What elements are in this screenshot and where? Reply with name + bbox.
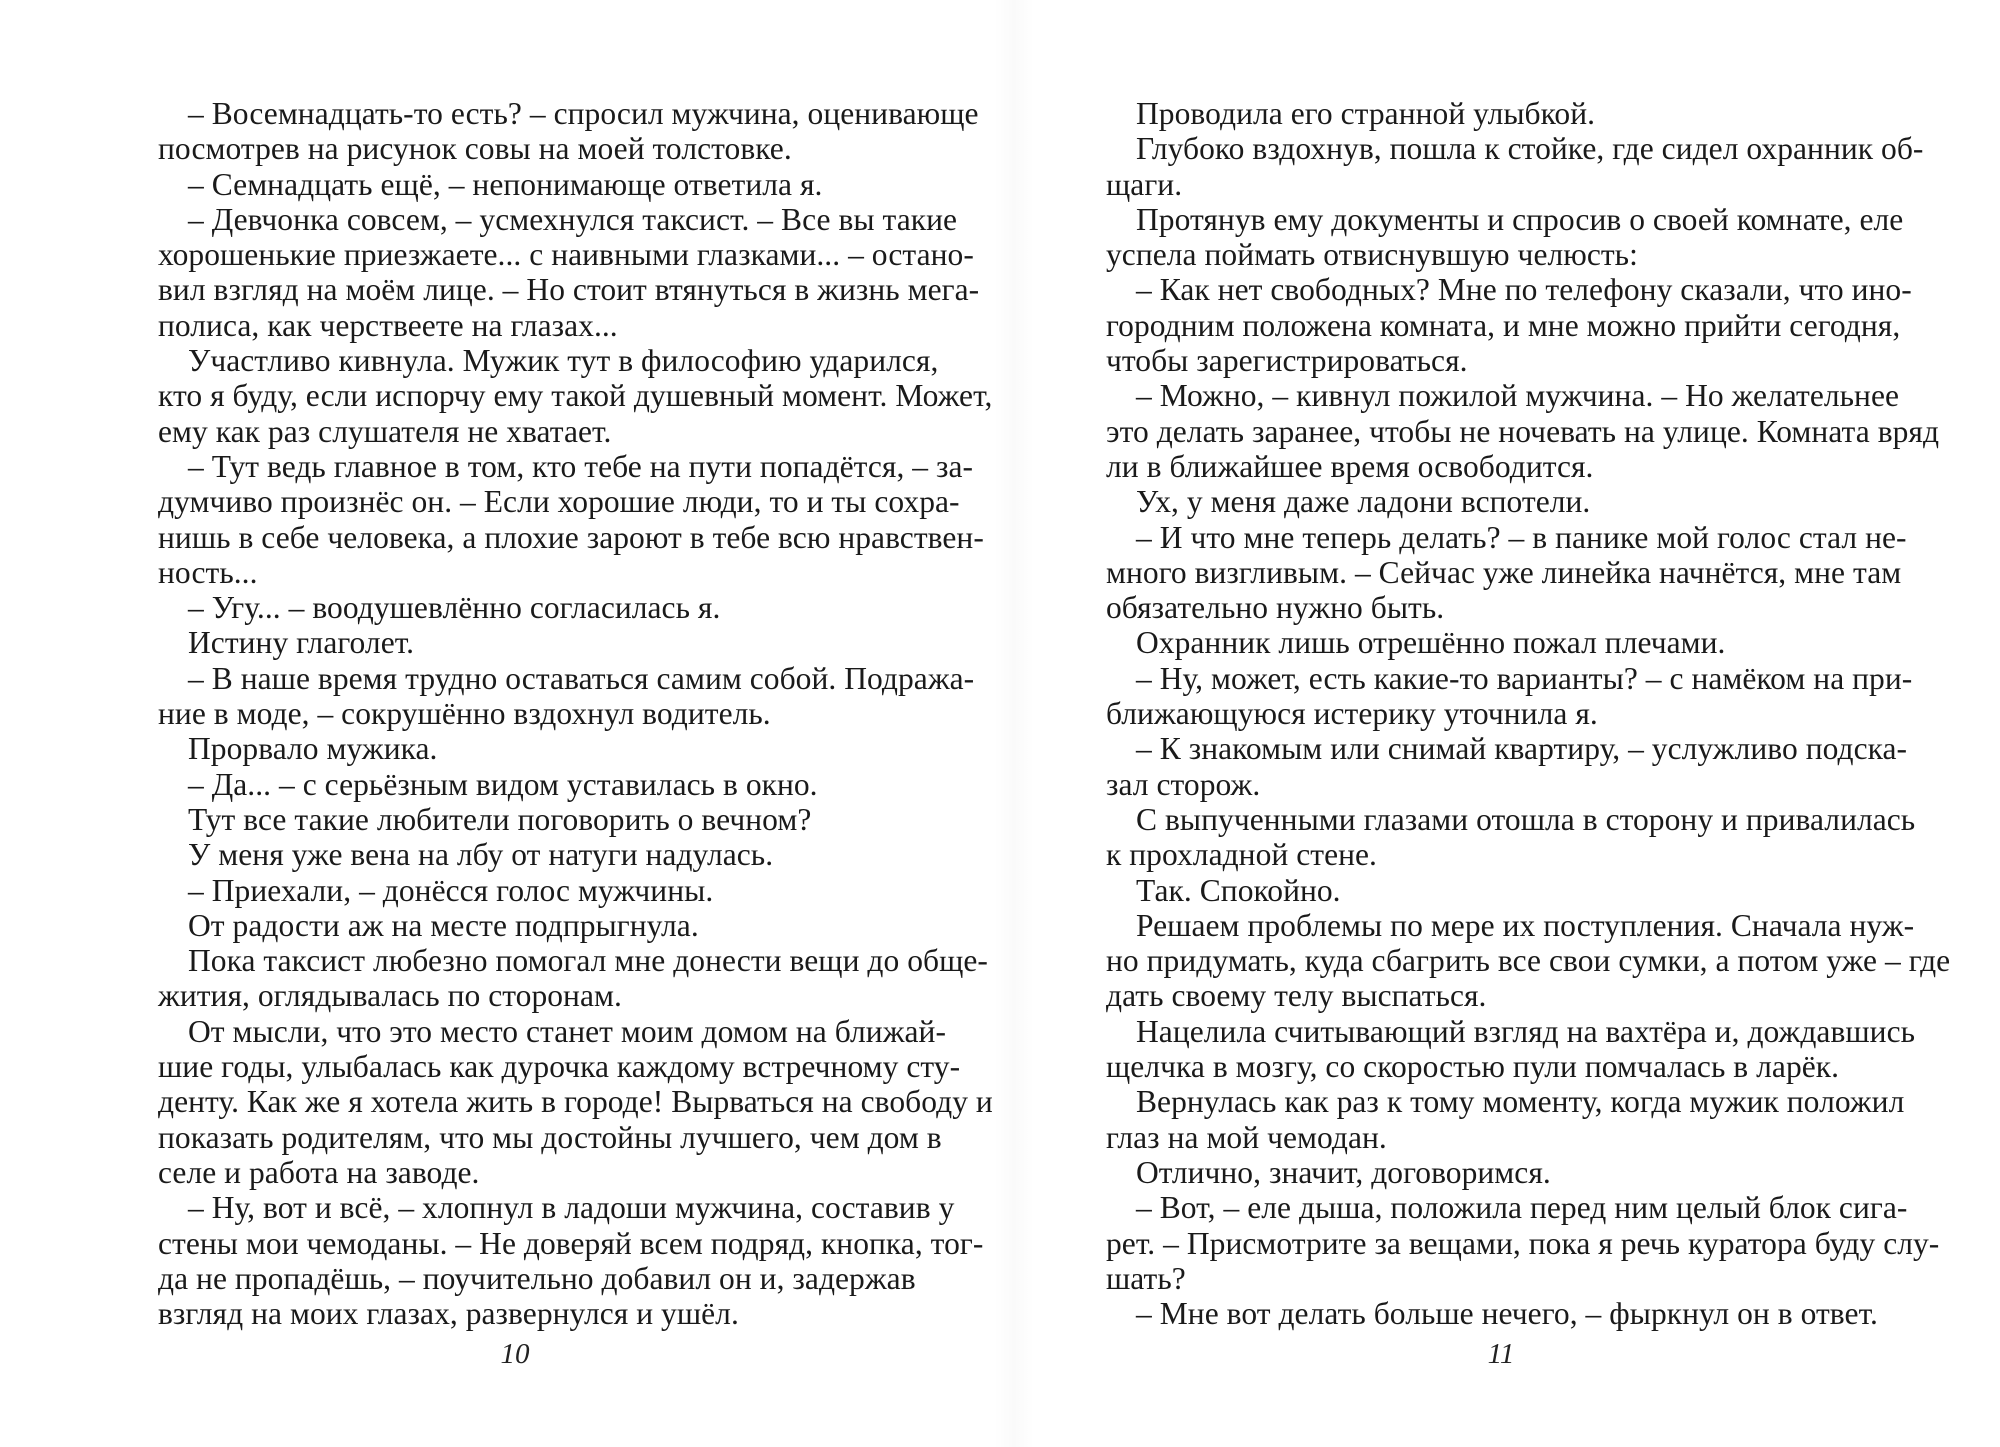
text-line: – Ну, вот и всё, – хлопнул в ладоши мужчина, составив у: [188, 1190, 955, 1226]
text-line: рет. – Присмотрите за вещами, пока я речь куратора буду слу-: [1106, 1225, 1940, 1261]
text-line: Охранник лишь отрешённо пожал плечами.: [1136, 625, 1726, 661]
left-page-text: [158, 96, 993, 1332]
text-line: – Мне вот делать больше нечего, – фыркнул он в ответ.: [1136, 1296, 1878, 1332]
text-line: к прохладной стене.: [1106, 837, 1377, 873]
text-line: ность...: [158, 554, 258, 590]
text-line: денту. Как же я хотела жить в городе! Вырваться на свободу и: [158, 1084, 993, 1120]
text-line: От радости аж на месте подпрыгнула.: [188, 907, 699, 943]
text-line: – К знакомым или снимай квартиру, – услужливо подска-: [1136, 731, 1908, 767]
text-line: успела поймать отвиснувшую челюсть:: [1106, 237, 1638, 273]
text-line: Истину глаголет.: [188, 625, 415, 661]
text-line: жития, оглядывалась по сторонам.: [158, 978, 622, 1014]
text-line: селе и работа на заводе.: [158, 1154, 480, 1190]
text-line: – Да... – с серьёзным видом уставилась в окно.: [188, 766, 818, 802]
text-line: полиса, как черствеете на глазах...: [158, 307, 618, 343]
text-line: обязательно нужно быть.: [1106, 590, 1445, 626]
text-line: – Можно, – кивнул пожилой мужчина. – Но желательнее: [1136, 378, 1900, 414]
text-line: – Вот, – еле дыша, положила перед ним целый блок сига-: [1136, 1190, 1908, 1226]
text-line: – И что мне теперь делать? – в панике мой голос стал не-: [1136, 519, 1907, 555]
text-line: да не пропадёшь, – поучительно добавил он и, задержав: [158, 1260, 916, 1296]
text-line: это делать заранее, чтобы не ночевать на улице. Комната вряд: [1106, 413, 1940, 449]
text-line: городним положена комната, и мне можно прийти сегодня,: [1106, 307, 1901, 343]
text-line: шать?: [1106, 1260, 1186, 1296]
text-line: – Приехали, – донёсся голос мужчины.: [188, 872, 714, 908]
text-line: думчиво произнёс он. – Если хорошие люди, то и ты сохра-: [158, 484, 960, 520]
text-line: но придумать, куда сбагрить все свои сумки, а потом уже – где: [1106, 943, 1951, 979]
text-line: щаги.: [1106, 166, 1183, 202]
text-line: глаз на мой чемодан.: [1106, 1119, 1387, 1155]
text-line: Нацелила считывающий взгляд на вахтёра и, дождавшись: [1136, 1013, 1916, 1049]
text-line: чтобы зарегистрироваться.: [1106, 343, 1468, 379]
text-line: нишь в себе человека, а плохие зароют в тебе всю нравствен-: [158, 519, 984, 555]
text-line: посмотрев на рисунок совы на моей толстовке.: [158, 131, 792, 167]
text-line: взгляд на моих глазах, развернулся и ушёл.: [158, 1296, 739, 1332]
text-line: Решаем проблемы по мере их поступления. Сначала нуж-: [1136, 907, 1915, 943]
text-line: вил взгляд на моём лице. – Но стоит втянуться в жизнь мега-: [158, 272, 980, 308]
text-line: Тут все такие любители поговорить о вечном?: [188, 801, 812, 837]
text-line: Ух, у меня даже ладони вспотели.: [1136, 484, 1591, 520]
text-line: Участливо кивнула. Мужик тут в философию ударился,: [188, 343, 939, 379]
text-line: стены мои чемоданы. – Не доверяй всем подряд, кнопка, тог-: [158, 1225, 984, 1261]
text-line: ближающуюся истерику уточнила я.: [1106, 696, 1598, 732]
text-line: зал сторож.: [1106, 766, 1261, 802]
text-line: С выпученными глазами отошла в сторону и привалилась: [1136, 801, 1916, 837]
text-line: дать своему телу выспаться.: [1106, 978, 1487, 1014]
text-line: Проводила его странной улыбкой.: [1136, 96, 1596, 131]
text-line: – Семнадцать ещё, – непонимающе ответила я.: [188, 166, 823, 202]
text-line: – Как нет свободных? Мне по телефону сказали, что ино-: [1136, 272, 1912, 308]
text-line: шие годы, улыбалась как дурочка каждому встречному сту-: [158, 1049, 961, 1085]
text-line: Глубоко вздохнув, пошла к стойке, где сидел охранник об-: [1136, 131, 1924, 167]
left-page-number: 10: [500, 1338, 530, 1370]
left-page: [158, 96, 993, 1386]
text-line: – Угу... – воодушевлённо согласилась я.: [188, 590, 721, 626]
right-page: [1106, 96, 1951, 1386]
text-line: – В наше время трудно оставаться самим собой. Подража-: [188, 660, 975, 696]
text-line: Вернулась как раз к тому моменту, когда мужик положил: [1136, 1084, 1905, 1120]
right-page-number: 11: [1487, 1338, 1515, 1370]
text-line: Так. Спокойно.: [1136, 872, 1341, 908]
text-line: – Девчонка совсем, – усмехнулся таксист. – Все вы такие: [188, 201, 958, 237]
text-line: – Восемнадцать-то есть? – спросил мужчина, оценивающе: [188, 96, 979, 131]
text-line: От мысли, что это место станет моим домом на ближай-: [188, 1013, 946, 1049]
text-line: ние в моде, – сокрушённо вздохнул водитель.: [158, 696, 771, 732]
gutter-shade: [994, 0, 1034, 1447]
text-line: – Ну, может, есть какие-то варианты? – с намёком на при-: [1136, 660, 1913, 696]
text-line: – Тут ведь главное в том, кто тебе на пути попадётся, – за-: [188, 448, 974, 484]
text-line: ли в ближайшее время освободится.: [1106, 448, 1594, 484]
text-line: Прорвало мужика.: [188, 731, 438, 767]
text-line: У меня уже вена на лбу от натуги надулась.: [188, 837, 774, 873]
text-line: много визгливым. – Сейчас уже линейка начнётся, мне там: [1106, 554, 1902, 590]
right-page-text: [1106, 96, 1951, 1332]
text-line: Отлично, значит, договоримся.: [1136, 1154, 1551, 1190]
text-line: показать родителям, что мы достойны лучшего, чем дом в: [158, 1119, 942, 1155]
text-line: кто я буду, если испорчу ему такой душевный момент. Может,: [158, 378, 993, 414]
text-line: ему как раз слушателя не хватает.: [158, 413, 612, 449]
text-line: Пока таксист любезно помогал мне донести вещи до обще-: [188, 943, 988, 979]
text-line: хорошенькие приезжаете... с наивными глазками... – остано-: [158, 237, 974, 273]
text-line: щелчка в мозгу, со скоростью пули помчалась в ларёк.: [1106, 1049, 1840, 1085]
text-line: Протянув ему документы и спросив о своей комнате, еле: [1136, 201, 1904, 237]
